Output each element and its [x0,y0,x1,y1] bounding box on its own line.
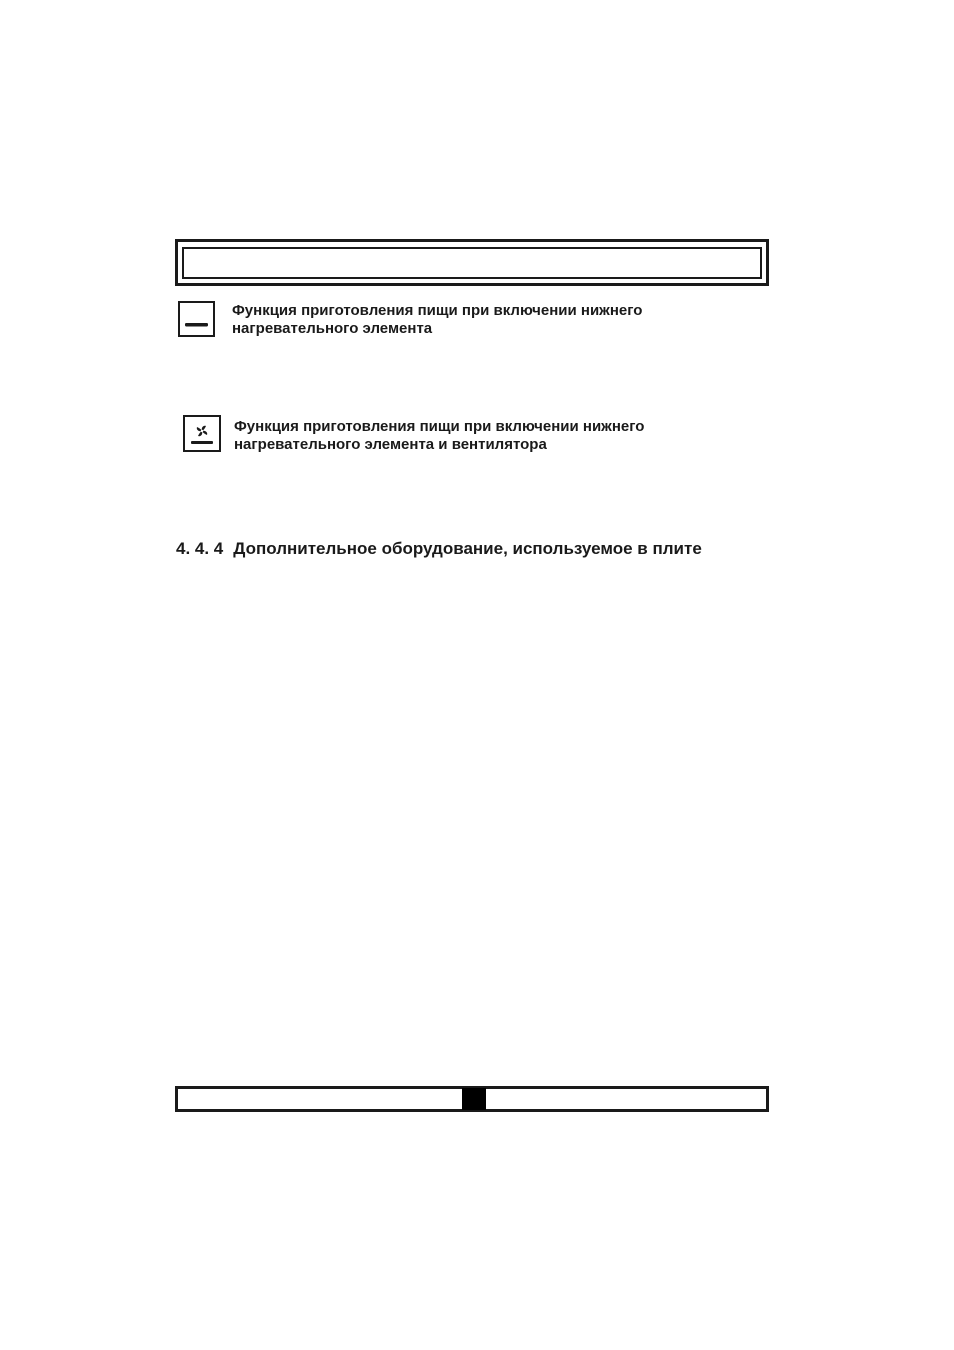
header-frame-inner [182,247,762,279]
header-frame [175,239,769,286]
bottom-heater-fan-icon [183,415,221,452]
section-title: Дополнительное оборудование, используемое в плите [233,539,702,558]
function-line-2: нагревательного элемента [232,320,433,337]
section-number: 4. 4. 4 [176,539,224,558]
fan-icon [197,426,207,436]
section-heading [176,539,702,559]
footer-bar [175,1086,769,1112]
function-line-2: нагревательного элемента и вентилятора [234,436,547,453]
bottom-heater-icon [178,301,215,337]
function-line-1: Функция приготовления пищи при включении нижнего [234,418,645,435]
function-line-1: Функция приготовления пищи при включении нижнего [232,302,643,319]
page-number-box [462,1088,486,1110]
